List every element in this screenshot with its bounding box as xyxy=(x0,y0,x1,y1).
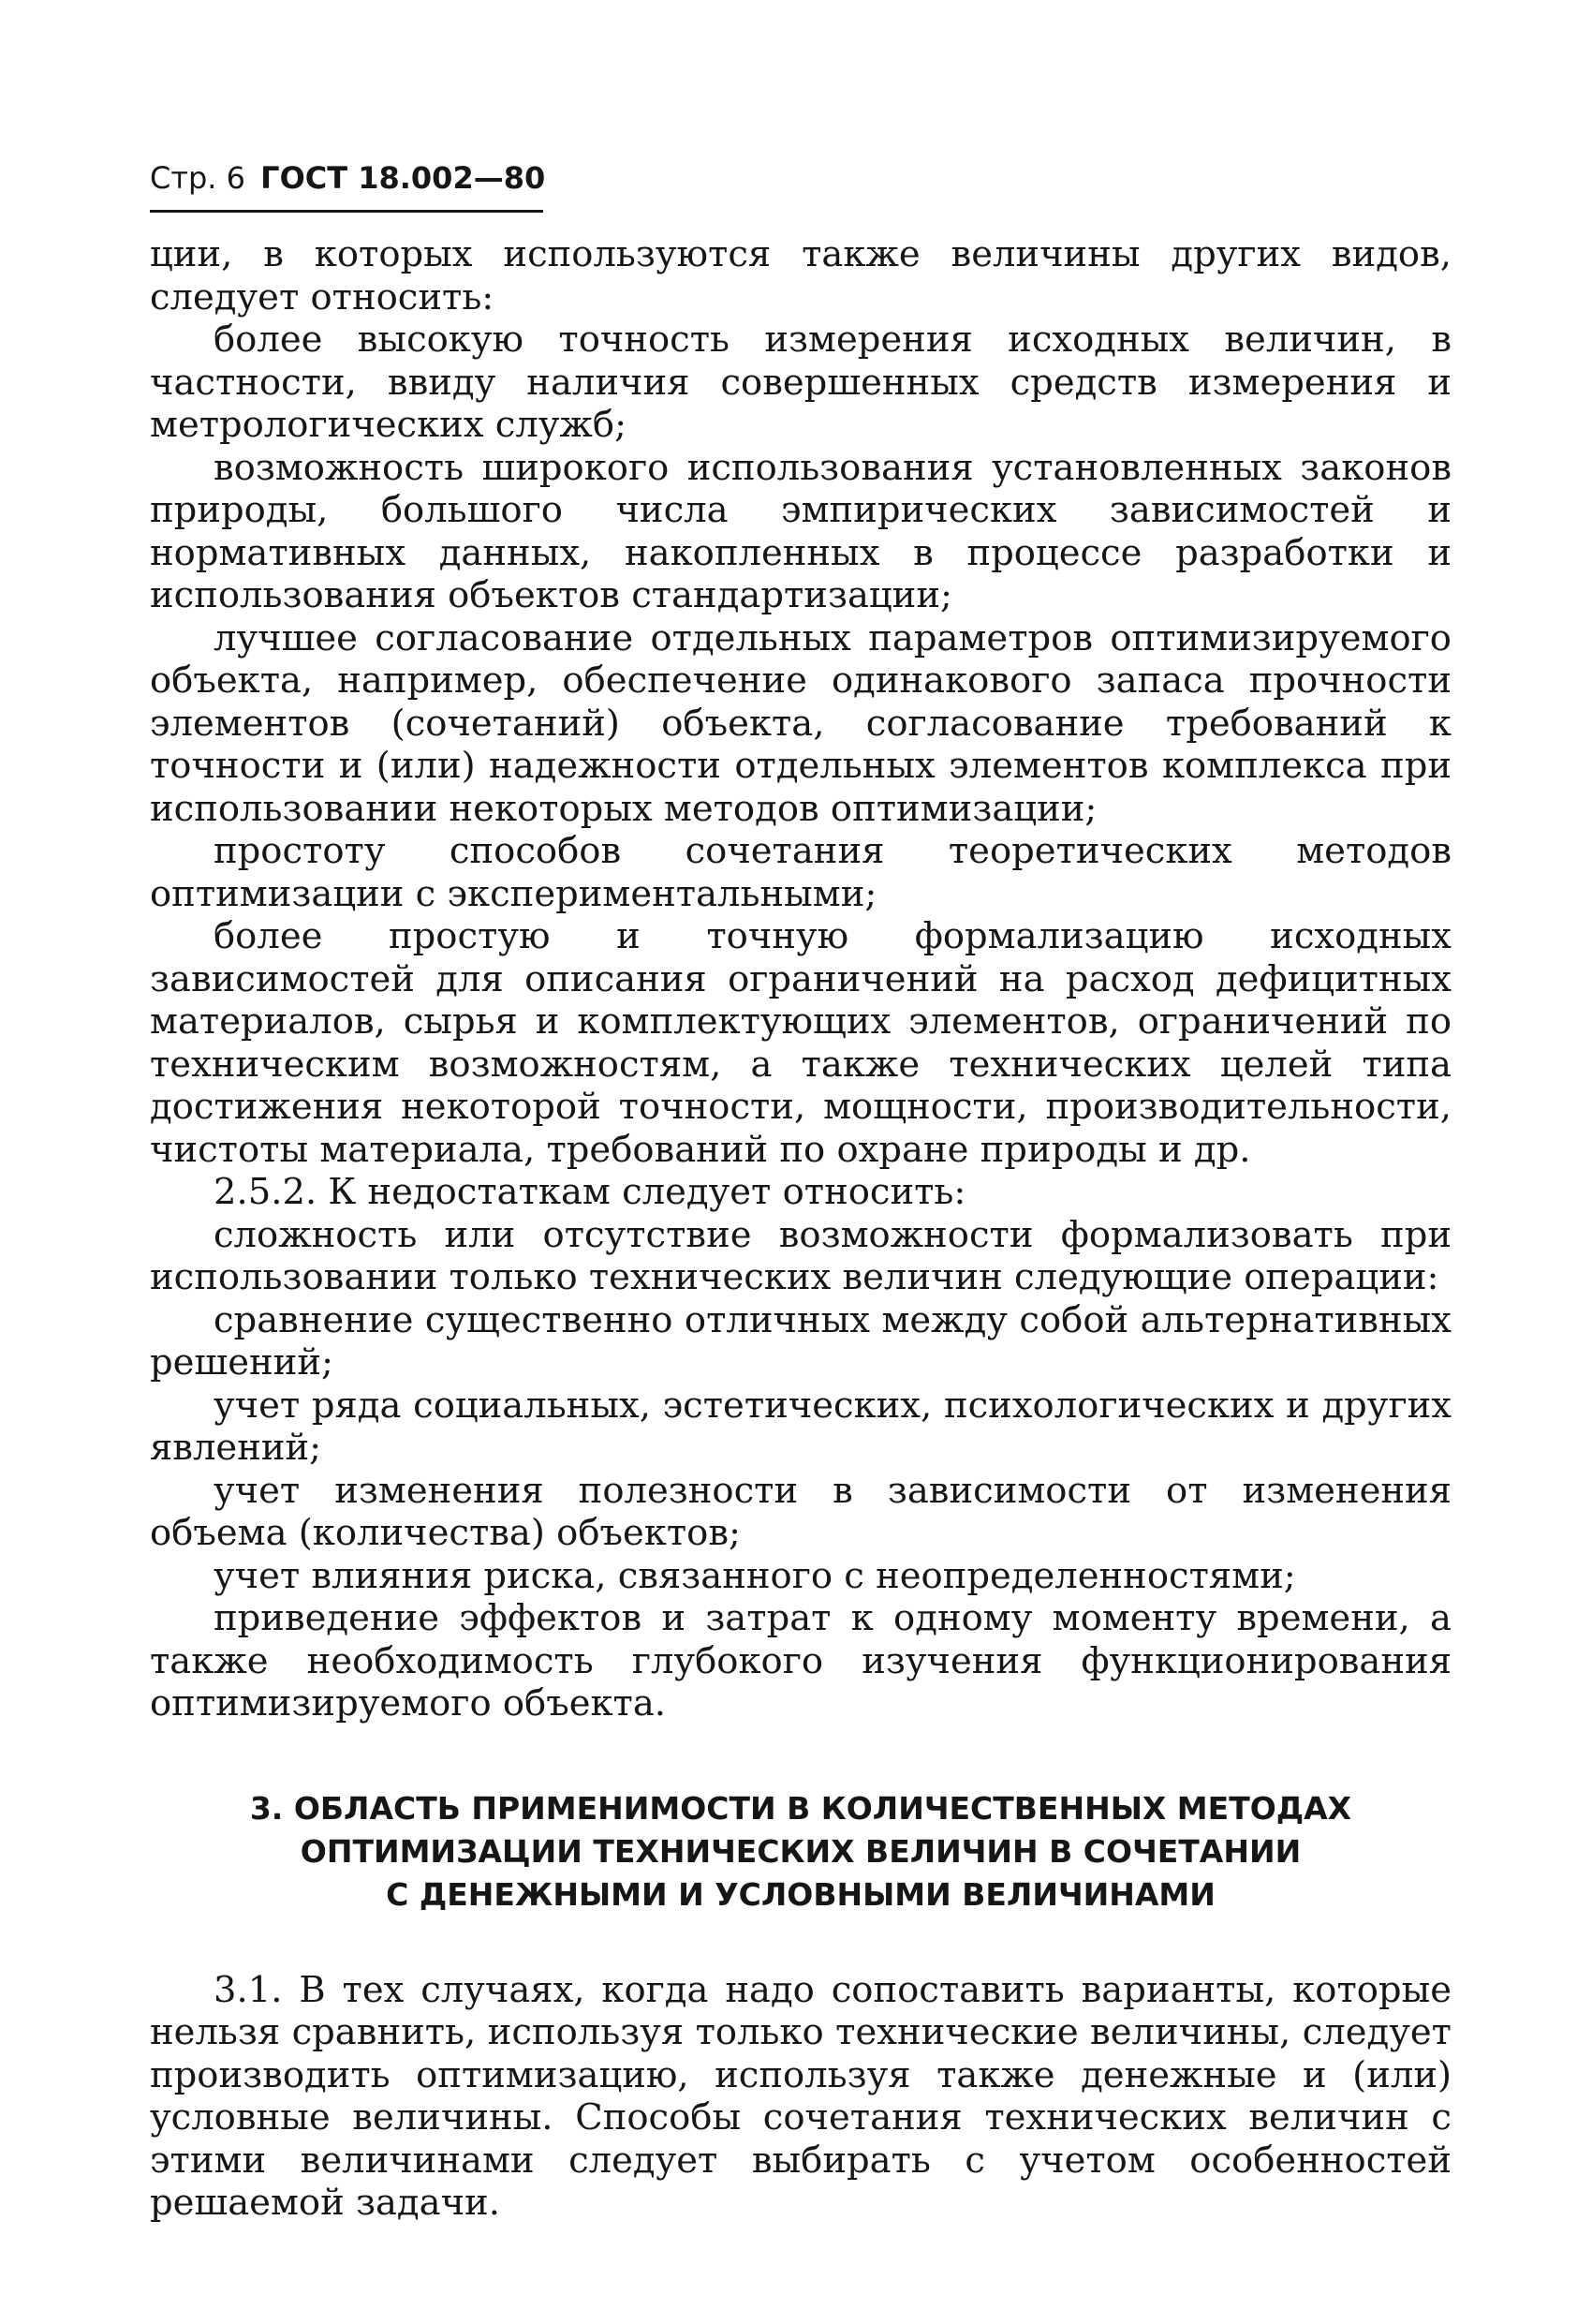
body-text xyxy=(150,233,1452,2225)
paragraph: учет влияния риска, связанного с неопределенностями; xyxy=(214,1554,1296,1597)
paragraph: возможность широкого использования установленных законов природы, большого числа эмпирических зависимостей и нормативных данных, накопленных в процессе разработки и использования объектов стандартизации; xyxy=(150,446,1452,616)
heading-line: С ДЕНЕЖНЫМИ И УСЛОВНЫМИ ВЕЛИЧИНАМИ xyxy=(386,1875,1216,1913)
paragraph: учет изменения полезности в зависимости от изменения объема (количества) объектов; xyxy=(150,1469,1452,1554)
paragraph: простоту способов сочетания теоретических методов оптимизации с экспериментальными; xyxy=(150,830,1452,915)
paragraph: лучшее согласование отдельных параметров оптимизируемого объекта, например, обеспечение одинакового запаса прочности элементов (сочетаний) объекта, согласование требований к точности и (или) надежности отдельных элементов комплекса при использовании некоторых методов оптимизации; xyxy=(150,616,1452,830)
standard-designation: ГОСТ 18.002—80 xyxy=(260,160,546,196)
paragraph: учет ряда социальных, эстетических, психологических и других явлений; xyxy=(150,1384,1452,1469)
clause-3-1: 3.1. В тех случаях, когда надо сопоставить варианты, которые нельзя сравнить, используя только технические величины, следует производить оптимизацию, используя также денежные и (или) условные величины. Способы сочетания технических величин с этими величинами следует выбирать с учетом особенностей решаемой задачи. xyxy=(150,1968,1452,2224)
clause-2-5-2: 2.5.2. К недостаткам следует относить: xyxy=(214,1171,966,1213)
paragraph: сложность или отсутствие возможности формализовать при использовании только технических величин следующие операции: xyxy=(150,1213,1452,1298)
page-header xyxy=(150,159,1452,197)
paragraph: более простую и точную формализацию исходных зависимостей для описания ограничений на расход дефицитных материалов, сырья и комплектующих элементов, ограничений по техническим возможностям, а также технических целей типа достижения некоторой точности, мощности, производительности, чистоты материала, требований по охране природы и др. xyxy=(150,915,1452,1171)
section-3-heading xyxy=(150,1787,1452,1917)
document-page xyxy=(150,159,1452,2225)
page-number: Стр. 6 xyxy=(150,160,245,196)
paragraph-continuation: ции, в которых используются также величины других видов, следует относить: xyxy=(150,233,1452,318)
paragraph: более высокую точность измерения исходных величин, в частности, ввиду наличия совершенных средств измерения и метрологических служб; xyxy=(150,318,1452,446)
paragraph: сравнение существенно отличных между собой альтернативных решений; xyxy=(150,1298,1452,1384)
header-rule xyxy=(150,210,543,213)
heading-line: ОПТИМИЗАЦИИ ТЕХНИЧЕСКИХ ВЕЛИЧИН В СОЧЕТАНИИ xyxy=(300,1832,1302,1870)
heading-line: 3. ОБЛАСТЬ ПРИМЕНИМОСТИ В КОЛИЧЕСТВЕННЫХ МЕТОДАХ xyxy=(249,1789,1352,1827)
paragraph: приведение эффектов и затрат к одному моменту времени, а также необходимость глубокого изучения функционирования оптимизируемого объекта. xyxy=(150,1597,1452,1724)
